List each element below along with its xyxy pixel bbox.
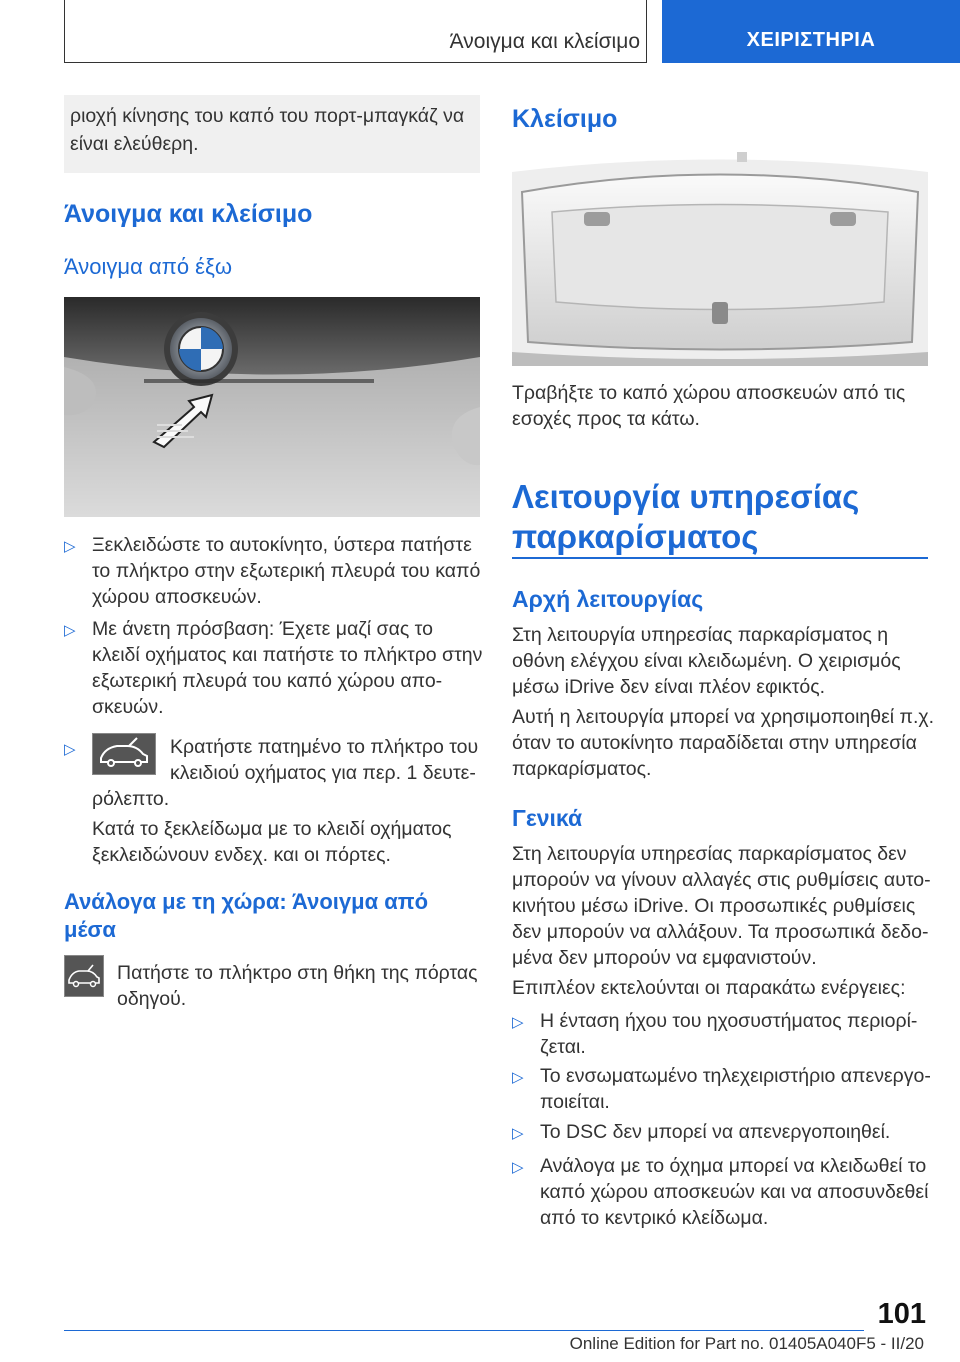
header-title: Άνοιγμα και κλείσιμο (449, 30, 640, 53)
bullet-2-line-3: εξωτερική πλευρά του καπό χώρου απο- (92, 670, 443, 692)
edition-note: Online Edition for Part no. 01405A040F5 - II/20 (569, 1334, 924, 1353)
general-1-line-1: Στη λειτουργία υπηρεσίας παρκαρίσματος δεν (512, 843, 907, 865)
rbullet-4-line-3: από το κεντρικό κλείδωμα. (540, 1207, 769, 1229)
inside-line-2: οδηγού. (117, 988, 187, 1010)
bullet-3-line-1: Κρατήστε πατημένο το πλήκτρο του (170, 736, 479, 758)
rbullet-1-line-1: Η ένταση ήχου του ηχοσυστήματος περιορί- (540, 1010, 918, 1032)
rbullet-2-line-1: Το ενσωματωμένο τηλεχειριστήριο απενεργο- (540, 1065, 931, 1087)
principle-1-line-1: Στη λειτουργία υπηρεσίας παρκαρίσματος η (512, 624, 889, 646)
bullet-2-line-4: σκευών. (92, 696, 164, 718)
trunk-button-illustration (64, 297, 480, 517)
rbullet-1-line-2: ζεται. (540, 1036, 586, 1058)
principle-2-line-1: Αυτή η λειτουργία μπορεί να χρησιμοποιηθεί π.χ. (512, 706, 935, 728)
door-trunk-button-icon (64, 955, 104, 997)
rbullet-4-line-2: καπό χώρου αποσκευών και να αποσυνδεθεί (540, 1181, 929, 1203)
rbullet-3-marker: ▷ (512, 1125, 524, 1142)
heading-principle: Αρχή λειτουργίας (512, 586, 704, 612)
bullet-3-line-4: Κατά το ξεκλείδωμα με το κλειδί οχήματος (92, 818, 452, 840)
bullet-1-line-1: Ξεκλειδώστε το αυτοκίνητο, ύστερα πατήστε (92, 534, 472, 556)
trunk-lid-illustration (512, 152, 928, 366)
principle-2-line-2: όταν το αυτοκίνητο παραδίδεται στην υπηρεσία (512, 732, 917, 754)
bullet-3-line-5: ξεκλειδώνουν ενδεχ. και οι πόρτες. (92, 844, 391, 866)
footer-rule (64, 1330, 864, 1331)
bullet-2-marker: ▷ (64, 622, 76, 639)
general-1-line-3: κινήτου μέσω iDrive. Οι προσωπικές ρυθμίσεις (512, 895, 916, 917)
general-1-line-2: μπορούν να γίνουν αλλαγές στις ρυθμίσεις αυτο- (512, 869, 931, 891)
bullet-2-line-2: κλειδί οχήματος και πατήστε το πλήκτρο στην (92, 644, 483, 666)
car-trunk-key-icon (92, 733, 156, 775)
heading-country-line-1: Ανάλογα με τη χώρα: Άνοιγμα από (64, 889, 429, 914)
bullet-3-line-2: κλειδιού οχήματος για περ. 1 δευτε- (170, 762, 476, 784)
close-line-1: Τραβήξτε το καπό χώρου αποσκευών από τις (512, 382, 906, 404)
heading-parking-line-1: Λειτουργία υπηρεσίας (512, 478, 860, 515)
rbullet-3-line-1: Το DSC δεν μπορεί να απενεργοποιηθεί. (540, 1121, 891, 1143)
general-1-line-5: μένα δεν μπορούν να εμφανιστούν. (512, 947, 817, 969)
heading-open-outside: Άνοιγμα από έξω (64, 254, 232, 279)
intro-line-2: είναι ελεύθερη. (70, 133, 199, 155)
bullet-1-marker: ▷ (64, 538, 76, 555)
rbullet-4-line-1: Ανάλογα με το όχημα μπορεί να κλειδωθεί το (540, 1155, 927, 1177)
rbullet-2-marker: ▷ (512, 1069, 524, 1086)
bullet-1-line-2: το πλήκτρο στην εξωτερική πλευρά του καπό (92, 560, 481, 582)
general-1-line-4: δεν μπορούν να αλλάξουν. Τα προσωπικά δεδο- (512, 921, 929, 943)
intro-line-1: ριοχή κίνησης του καπό του πορτ-μπαγκάζ να (70, 105, 465, 127)
heading-parking-rule (512, 557, 928, 559)
heading-general: Γενικά (512, 805, 583, 831)
general-2: Επιπλέον εκτελούνται οι παρακάτω ενέργειες: (512, 977, 906, 999)
principle-1-line-3: μέσω iDrive δεν είναι πλέον εφικτός. (512, 676, 826, 698)
heading-close: Κλείσιμο (512, 105, 618, 133)
bullet-3-line-3: ρόλεπτο. (92, 788, 170, 810)
close-line-2: εσοχές προς τα κάτω. (512, 408, 700, 430)
rbullet-2-line-2: ποιείται. (540, 1091, 610, 1113)
principle-1-line-2: οθόνη ελέγχου είναι κλειδωμένη. Ο χειρισμός (512, 650, 901, 672)
rbullet-1-marker: ▷ (512, 1014, 524, 1031)
header-section-label: ΧΕΙΡΙΣΤΗΡΙΑ (746, 29, 876, 51)
principle-2-line-3: παρκαρίσματος. (512, 758, 652, 780)
bullet-2-line-1: Με άνετη πρόσβαση: Έχετε μαζί σας το (92, 618, 433, 640)
bullet-1-line-3: χώρου αποσκευών. (92, 586, 262, 608)
heading-open-close: Άνοιγμα και κλείσιμο (64, 200, 313, 228)
trunk-button-image (64, 297, 480, 517)
heading-country-line-2: μέσα (64, 917, 116, 942)
page-number: 101 (877, 1298, 926, 1330)
inside-line-1: Πατήστε το πλήκτρο στη θήκη της πόρτας (117, 962, 478, 984)
heading-parking-line-2: παρκαρίσματος (512, 518, 759, 555)
bullet-3-marker: ▷ (64, 741, 76, 758)
trunk-lid-image (512, 152, 928, 366)
rbullet-4-marker: ▷ (512, 1159, 524, 1176)
